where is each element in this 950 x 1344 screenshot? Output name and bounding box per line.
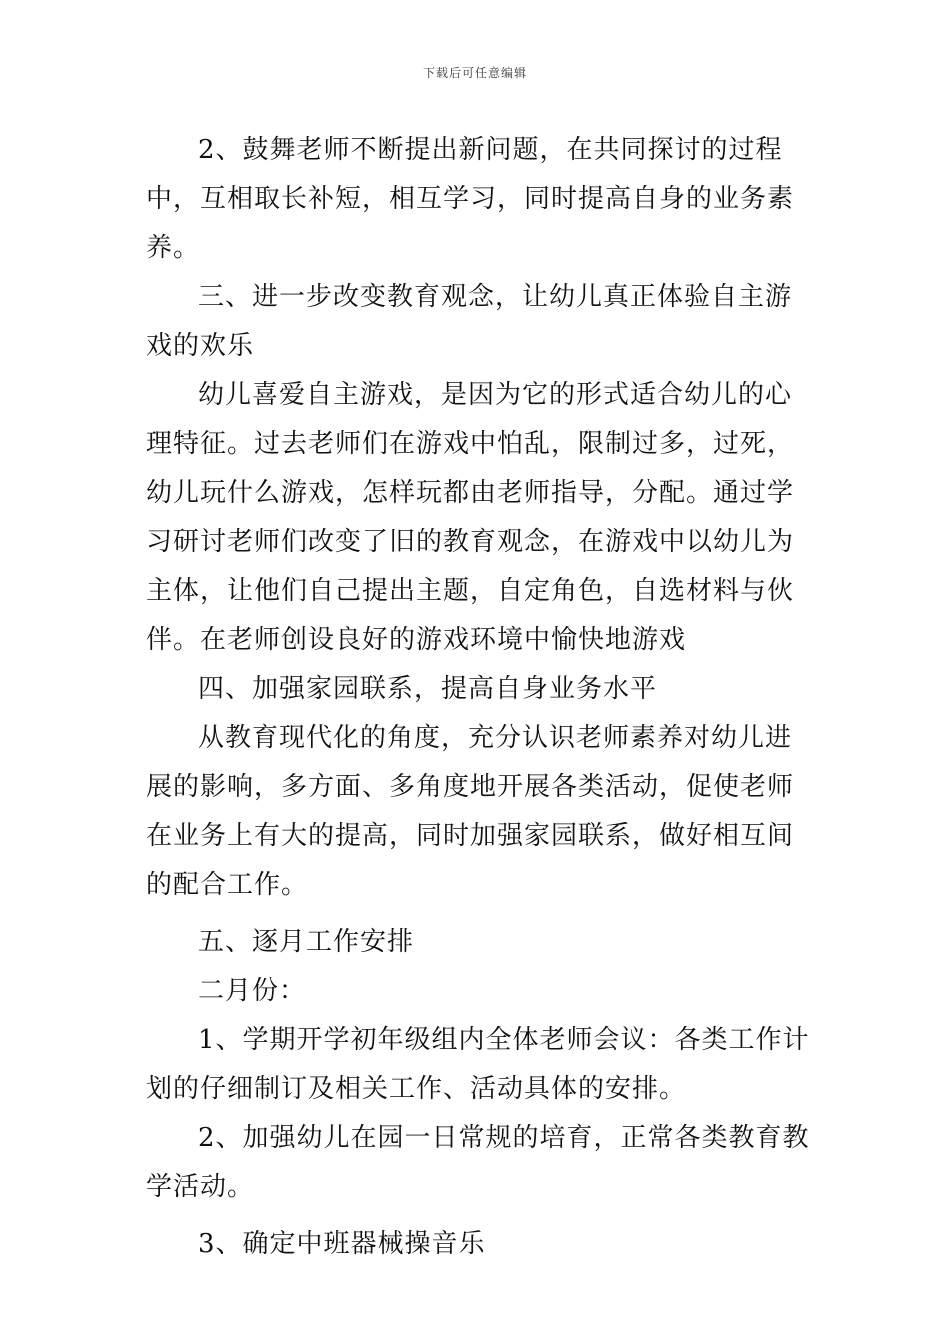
document-body <box>146 126 810 1269</box>
page-header-note: 下载后可任意编辑 <box>422 66 527 80</box>
paragraph-modernization: 从教育现代化的角度，充分认识老师素养对幼儿进展的影响，多方面、多角度地开展各类活动，促使老师在业务上有大的提高，同时加强家园联系，做好相互间的配合工作。 <box>146 723 795 900</box>
paragraph-autonomous-play: 幼儿喜爱自主游戏，是因为它的形式适合幼儿的心理特征。过去老师们在游戏中怕乱，限制过多，过死，幼儿玩什么游戏，怎样玩都由老师指导，分配。通过学习研讨老师们改变了旧的教育观念，在游戏中以幼儿为主体，让他们自己提出主题，自定角色，自选材料与伙伴。在老师创设良好的游戏环境中愉快地游戏 <box>146 380 795 655</box>
list-item-2-routine: 2、加强幼儿在园一日常规的培育，正常各类教育教学活动。 <box>146 1123 810 1202</box>
section-heading-five: 五、逐月工作安排 <box>198 927 415 957</box>
month-label-february: 二月份： <box>198 976 307 1006</box>
list-item-3-music: 3、确定中班器械操音乐 <box>198 1229 486 1259</box>
list-item-1-meeting: 1、学期开学初年级组内全体老师会议：各类工作计划的仔细制订及相关工作、活动具体的安排。 <box>146 1025 810 1104</box>
section-heading-three: 三、进一步改变教育观念，让幼儿真正体验自主游戏的欢乐 <box>146 282 793 361</box>
section-heading-four: 四、加强家园联系，提高自身业务水平 <box>198 674 658 704</box>
paragraph-item-2-mutual-learning: 2、鼓舞老师不断提出新问题，在共同探讨的过程中，互相取长补短，相互学习，同时提高自身的业务素养。 <box>146 135 795 263</box>
